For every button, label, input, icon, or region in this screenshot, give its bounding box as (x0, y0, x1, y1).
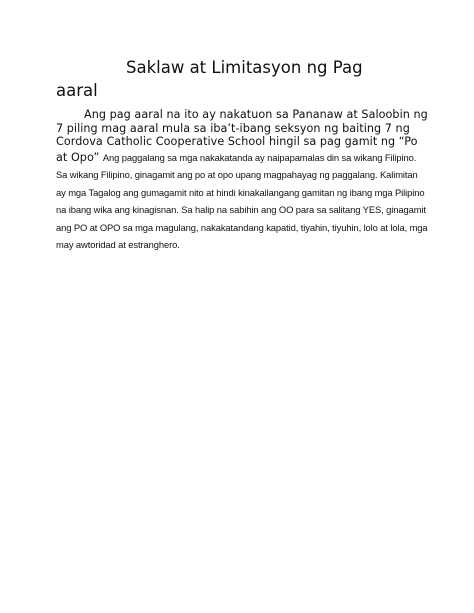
paragraph-line-text: at Opo” (56, 150, 103, 164)
paragraph-line: may awtoridad at estranghero. (56, 239, 180, 250)
paragraph-line: Cordova Catholic Cooperative School hingil sa pag gamit ng “Po (56, 135, 418, 148)
paragraph-line-small-text: Ang paggalang sa mga nakakatanda ay naipapamalas din sa wikang Filipino. (102, 151, 417, 163)
paragraph-line: 7 piling mag aaral mula sa iba’t-ibang seksyon ng baiting 7 ng (56, 121, 410, 135)
paragraph-line: ay mga Tagalog ang gumagamit nito at hindi kinakailangang gamitan ng ibang mga Pilipino (56, 186, 425, 198)
paragraph-intro (56, 108, 428, 166)
title-line-2: aaral (56, 81, 98, 100)
title-line-1: Saklaw at Limitasyon ng Pag (126, 58, 363, 77)
paragraph-line: na ibang wika ang kinagisnan. Sa halip na sabihin ang OO para sa salitang YES, ginagamit (56, 204, 426, 215)
document-title (56, 56, 436, 102)
document-body (56, 108, 428, 254)
paragraph-line-mixed (56, 149, 428, 167)
paragraph-details (56, 166, 428, 254)
paragraph-line (56, 108, 428, 122)
paragraph-line: Sa wikang Filipino, ginagamit ang po at opo upang magpahayag ng paggalang. Kalimitan (56, 169, 418, 180)
paragraph-line: ang PO at OPO sa mga magulang, nakakatandang kapatid, tiyahin, tiyuhin, lolo at lola, mga (56, 221, 428, 233)
paragraph-line-text: Ang pag aaral na ito ay nakatuon sa Pananaw at Saloobin ng (84, 108, 428, 121)
